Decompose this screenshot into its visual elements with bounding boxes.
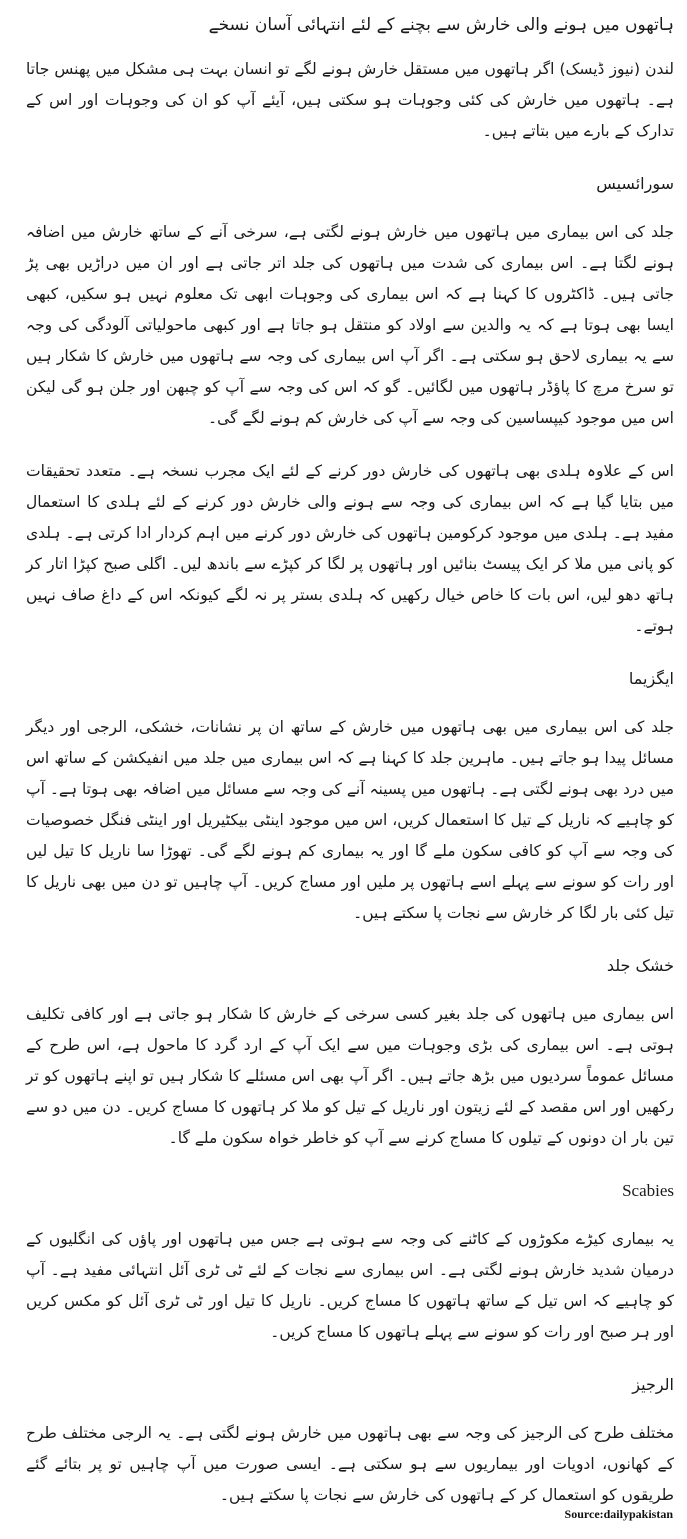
section-heading-allergies: الرجیز xyxy=(632,1375,674,1394)
article-title: ہاتھوں میں ہونے والی خارش سے بچنے کے لئے انتہائی آسان نسخے xyxy=(208,15,674,35)
psoriasis-paragraph-2: اس کے علاوہ ہلدی بھی ہاتھوں کی خارش دور کرنے کے لئے ایک مجرب نسخہ ہے۔ متعدد تحقیقات میں بتایا گیا ہے کہ اس بیماری کی وجہ سے ہونے والی خارش دور کرنے کے لئے ہلدی کا استعمال مفید ہے۔ ہلدی میں موجود کرکومین ہاتھوں کی خارش دور کرنے میں اہم کردار ادا کرتی ہے۔ ہلدی کو پانی میں ملا کر ایک پیسٹ بنائیں اور ہاتھوں پر لگا کر کپڑے سے باندھ لیں۔ اگلی صبح کپڑا اتار کر ہاتھ دھو لیں، اس بات کا خاص خیال رکھیں کہ ہلدی بستر پر نہ لگے کیونکہ اس کے داغ صاف نہیں ہوتے۔ xyxy=(26,462,674,635)
eczema-paragraph: جلد کی اس بیماری میں بھی ہاتھوں میں خارش کے ساتھ ان پر نشانات، خشکی، الرجی اور دیگر مسائل پیدا ہو جاتے ہیں۔ ماہرین جلد کا کہنا ہے کہ اس بیماری میں جلد میں انفیکشن کے ساتھ اس میں درد بھی ہونے لگتی ہے۔ ہاتھوں میں پسینہ آنے کی وجہ سے مسائل میں اضافہ بھی ہوتا ہے۔ آپ کو چاہیے کہ ناریل کے تیل کا استعمال کریں، اس میں موجود اینٹی بیکٹیریل اور اینٹی فنگل خصوصیات کی وجہ سے آپ کو کافی سکون ملے گا اور یہ بیماری کم ہونے لگے گی۔ تھوڑا سا ناریل کا تیل لیں اور رات کو سونے سے پہلے اسے ہاتھوں پر ملیں اور مساج کریں۔ آپ چاہیں تو دن میں بھی ناریل کا تیل کئی بار لگا کر خارش سے نجات پا سکتے ہیں۔ xyxy=(25,718,674,922)
section-heading-scabies: Scabies xyxy=(622,1181,674,1200)
scabies-paragraph: یہ بیماری کیڑے مکوڑوں کے کاٹنے کی وجہ سے ہوتی ہے جس میں ہاتھوں اور پاؤں کی انگلیوں کے درمیان شدید خارش ہونے لگتی ہے۔ اس بیماری سے نجات کے لئے ٹی ٹری آئل انتہائی مفید ہے۔ آپ کو چاہیے کہ اس تیل کے ساتھ ہاتھوں کا مساج کریں۔ ناریل کا تیل اور ٹی ٹری آئل کو مکس کریں اور ہر صبح اور رات کو سونے سے پہلے ہاتھوں کا مساج کریں۔ xyxy=(26,1230,674,1341)
intro-paragraph: لندن (نیوز ڈیسک) اگر ہاتھوں میں مستقل خارش ہونے لگے تو انسان بہت ہی مشکل میں پھنس جاتا ہے۔ ہاتھوں میں خارش کی کئی وجوہات ہو سکتی ہیں، آیئے آپ کو ان کی وجوہات اور اس کے تدارک کے بارے میں بتاتے ہیں۔ xyxy=(26,60,674,140)
dry-skin-paragraph: اس بیماری میں ہاتھوں کی جلد بغیر کسی سرخی کے خارش کا شکار ہو جاتی ہے اور کافی تکلیف ہوتی ہے۔ اس بیماری کی بڑی وجوہات میں سے ایک آپ کے ارد گرد کا ماحول ہے، اس طرح کے مسائل عموماً سردیوں میں بڑھ جاتے ہیں۔ اگر آپ بھی اس مسئلے کا شکار ہیں تو اپنے ہاتھوں کو تر رکھیں اور اس مقصد کے لئے زیتون اور ناریل کے تیل کو ملا کر ہاتھوں کا مساج کریں۔ دن میں دو سے تین بار ان دونوں کے تیلوں کا مساج کرنے سے آپ کو خاطر خواہ سکون ملے گا۔ xyxy=(26,1005,674,1147)
section-heading-eczema: ایگزیما xyxy=(628,669,674,688)
allergies-paragraph: مختلف طرح کی الرجیز کی وجہ سے بھی ہاتھوں میں خارش ہونے لگتی ہے۔ یہ الرجی مختلف طرح کے کھانوں، ادویات اور بیماریوں سے ہو سکتی ہے۔ ایسی صورت میں آپ چاہیں تو پر بتائے گئے طریقوں کو استعمال کر کے ہاتھوں کی خارش سے نجات پا سکتے ہیں۔ xyxy=(26,1424,674,1504)
source-credit: Source:dailypakistan xyxy=(564,1507,673,1521)
article xyxy=(26,6,674,1533)
psoriasis-paragraph-1: جلد کی اس بیماری میں ہاتھوں میں خارش ہونے لگتی ہے، سرخی آنے کے ساتھ خارش میں اضافہ ہونے لگتا ہے۔ اس بیماری کی شدت میں ہاتھوں کی جلد اتر جاتی ہے اور ان میں دراڑیں بھی پڑ جاتی ہیں۔ ڈاکٹروں کا کہنا ہے کہ اس بیماری کی وجوہات ابھی تک معلوم نہیں ہو سکیں، کبھی ایسا بھی ہوتا ہے کہ یہ والدین سے اولاد کو منتقل ہو جاتا ہے اور کبھی ماحولیاتی آلودگی کی وجہ سے یہ بیماری لاحق ہو سکتی ہے۔ اگر آپ اس بیماری کی وجہ سے ہاتھوں میں خارش کا شکار ہیں تو سرخ مرچ کا پاؤڈر ہاتھوں میں لگائیں۔ گو کہ اس کی وجہ سے آپ کو چبھن اور جلن ہو گی لیکن اس میں موجود کیپساسین کی وجہ سے آپ کی خارش کم ہونے لگے گی۔ xyxy=(26,223,674,427)
section-heading-psoriasis: سورائسیس xyxy=(596,174,674,193)
section-heading-dry-skin: خشک جلد xyxy=(606,956,674,975)
